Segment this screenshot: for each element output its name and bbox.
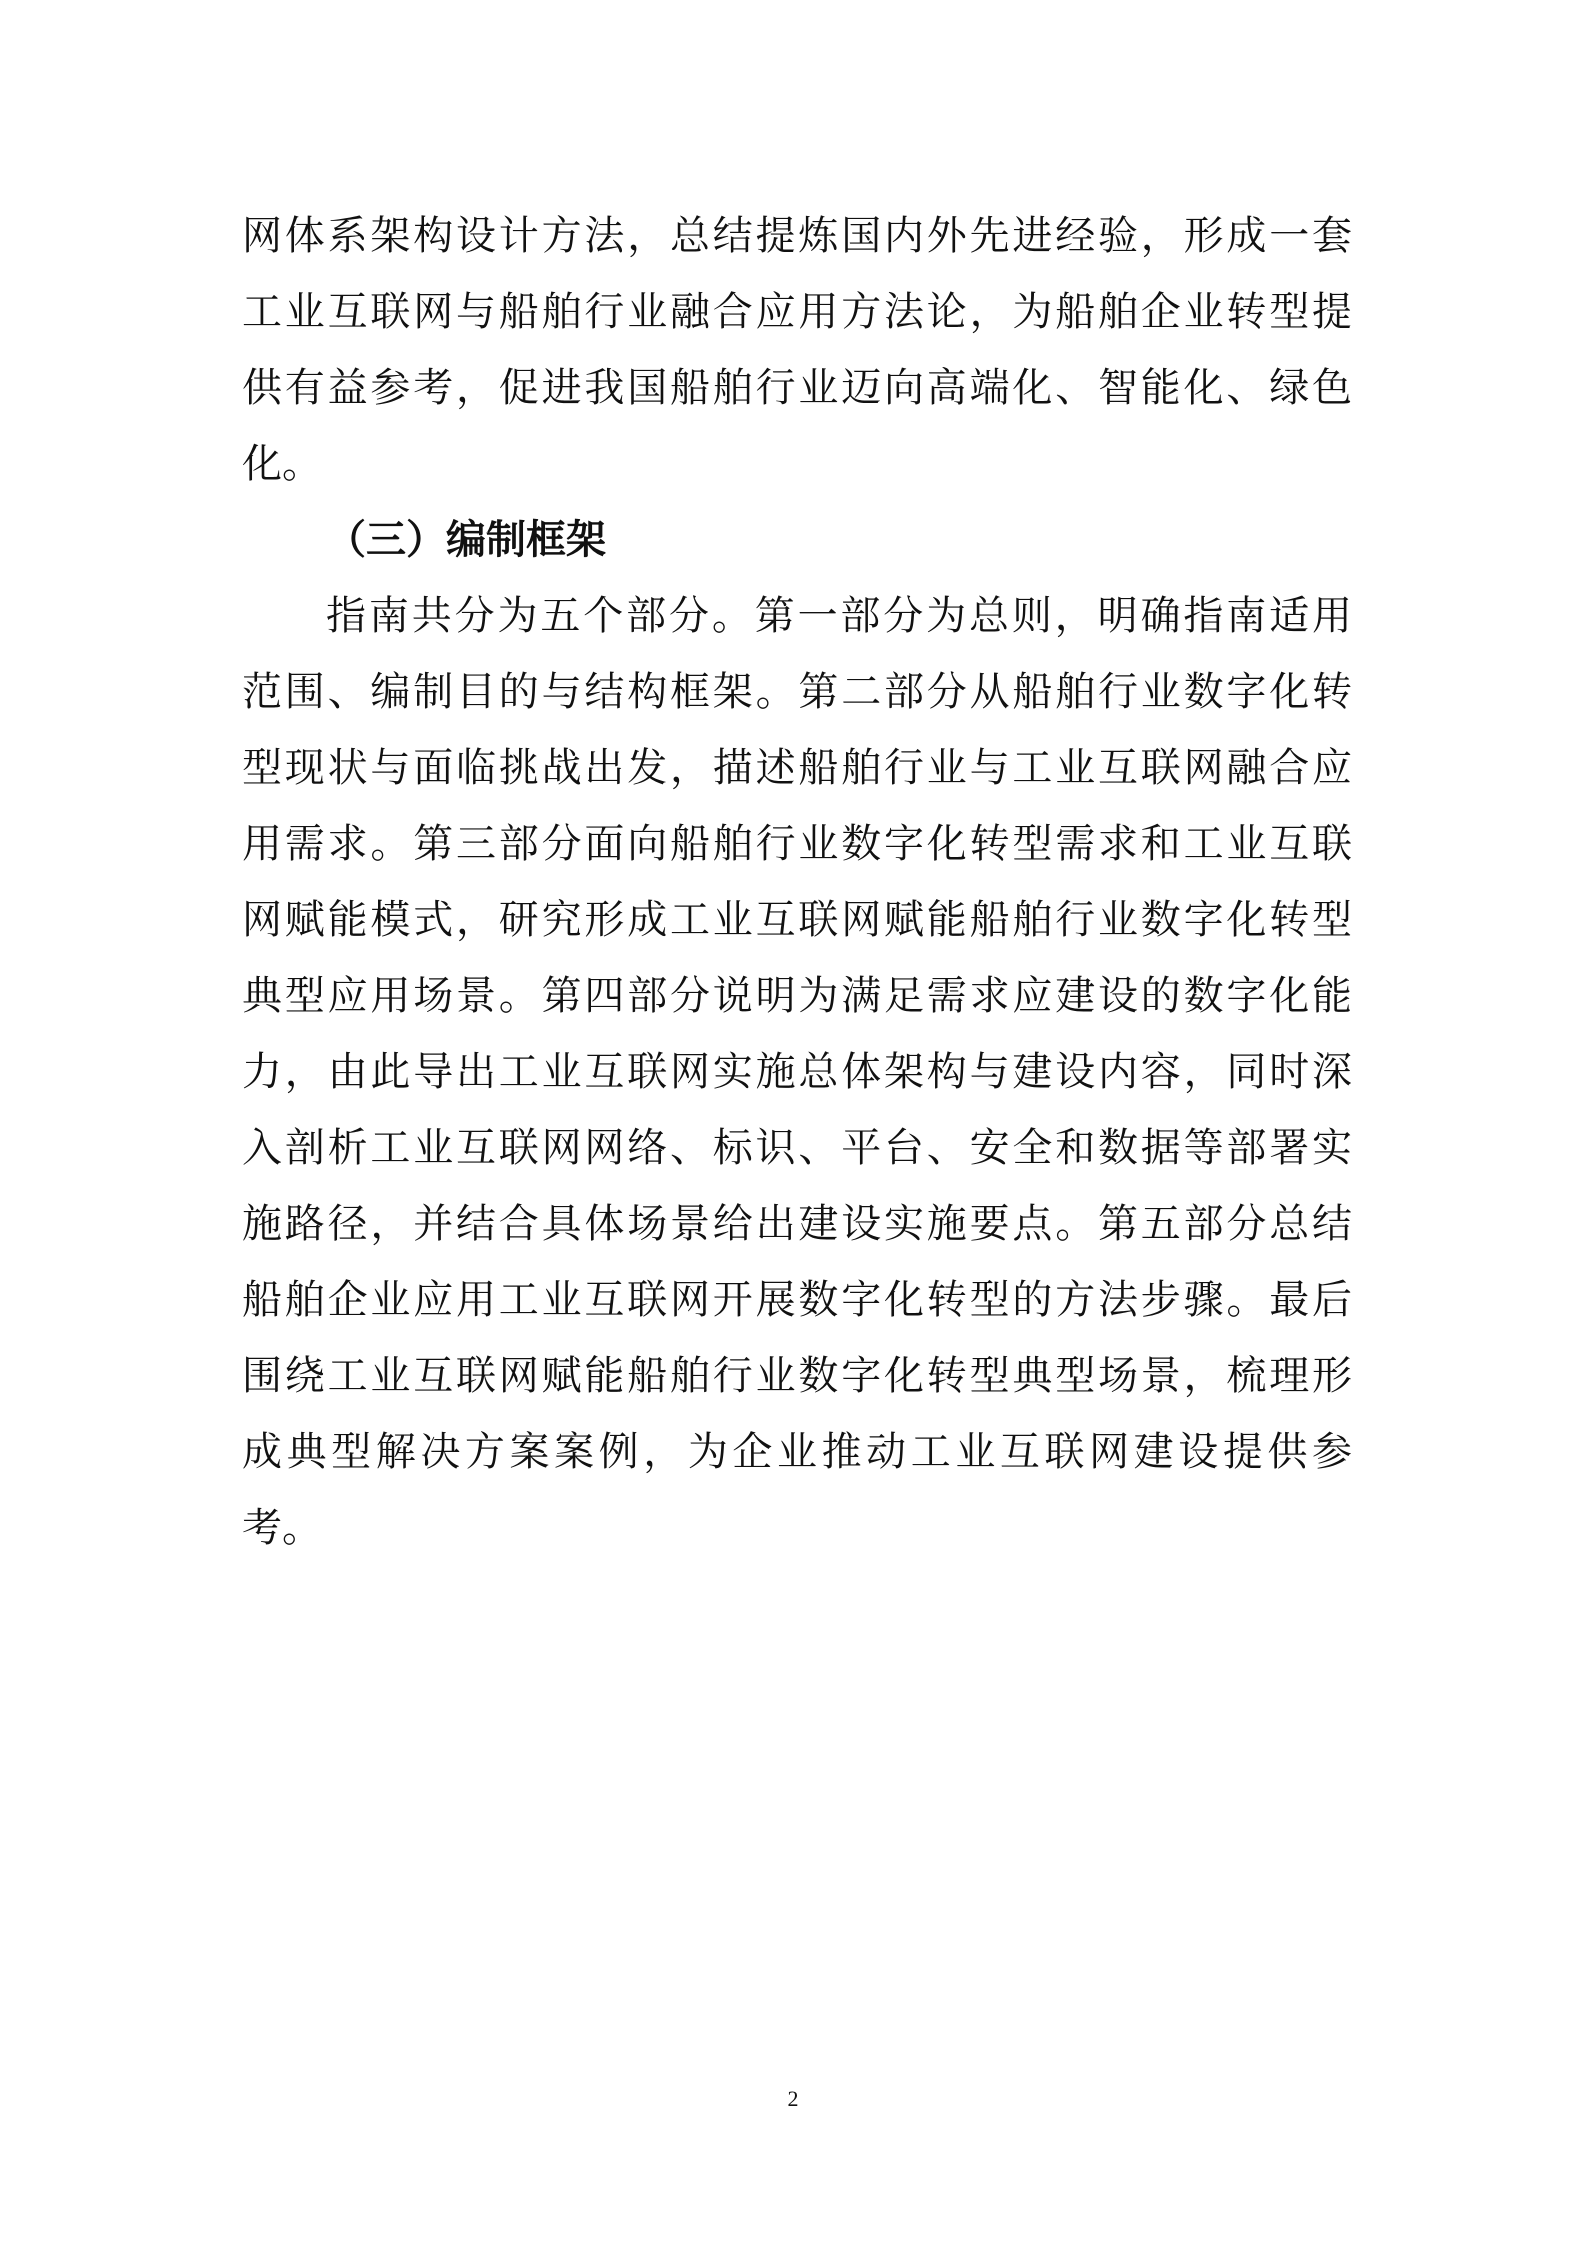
body-line-9: 施路径，并结合具体场景给出建设实施要点。第五部分总结 (242, 1201, 1352, 1247)
intro-line-3: 供有益参考，促进我国船舶行业迈向高端化、智能化、绿色 (242, 365, 1352, 411)
body-line-11: 围绕工业互联网赋能船舶行业数字化转型典型场景，梳理形 (242, 1353, 1352, 1399)
body-line-10: 船舶企业应用工业互联网开展数字化转型的方法步骤。最后 (242, 1277, 1352, 1323)
body-line-3: 型现状与面临挑战出发，描述船舶行业与工业互联网融合应 (242, 745, 1352, 791)
body-line-2: 范围、编制目的与结构框架。第二部分从船舶行业数字化转 (242, 669, 1352, 715)
intro-line-1: 网体系架构设计方法，总结提炼国内外先进经验，形成一套 (242, 213, 1352, 259)
body-line-5: 网赋能模式，研究形成工业互联网赋能船舶行业数字化转型 (242, 897, 1352, 943)
body-line-13: 考。 (242, 1505, 322, 1551)
body-line-4: 用需求。第三部分面向船舶行业数字化转型需求和工业互联 (242, 821, 1352, 867)
section-heading: （三）编制框架 (326, 517, 606, 563)
body-paragraph (242, 578, 1352, 1566)
intro-line-4: 化。 (242, 441, 322, 487)
body-line-12: 成典型解决方案案例，为企业推动工业互联网建设提供参 (242, 1429, 1352, 1475)
body-line-8: 入剖析工业互联网网络、标识、平台、安全和数据等部署实 (242, 1125, 1352, 1171)
body-line-6: 典型应用场景。第四部分说明为满足需求应建设的数字化能 (242, 973, 1352, 1019)
body-line-1: 指南共分为五个部分。第一部分为总则，明确指南适用 (326, 593, 1352, 639)
section-heading-block (242, 502, 1352, 578)
intro-paragraph (242, 198, 1352, 502)
page-number: 2 (787, 2086, 799, 2111)
intro-line-2: 工业互联网与船舶行业融合应用方法论，为船舶企业转型提 (242, 289, 1352, 335)
body-line-7: 力，由此导出工业互联网实施总体架构与建设内容，同时深 (242, 1049, 1352, 1095)
